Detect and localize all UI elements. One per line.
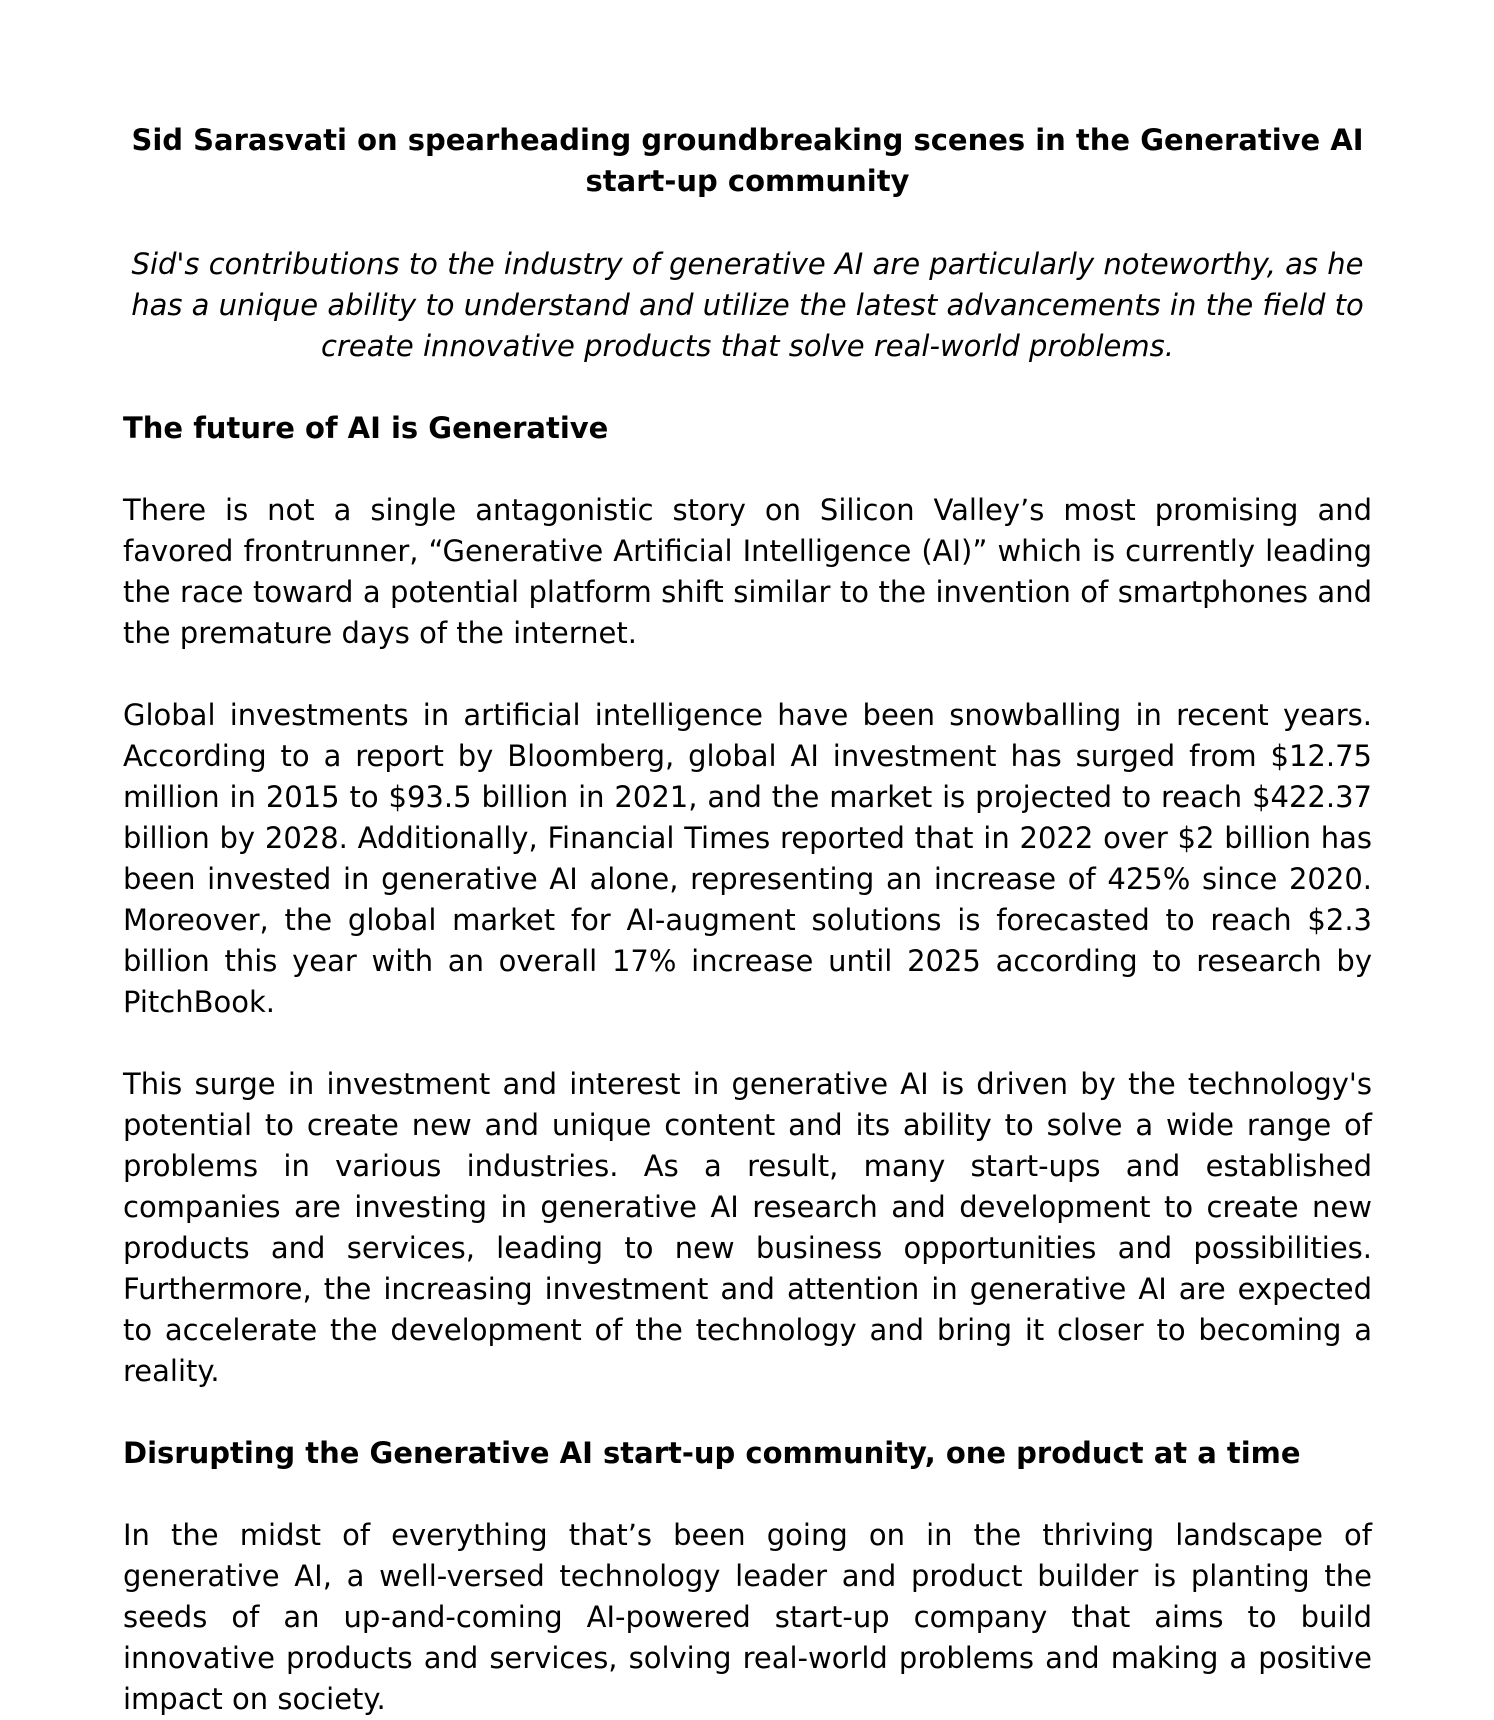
article-subtitle: Sid's contributions to the industry of generative AI are particularly noteworthy, as he has a unique ability to understand and utilize the latest advancements in the field to create innovative products that solve real-world problems. <box>131 247 1364 363</box>
paragraph-antagonistic-story: There is not a single antagonistic story on Silicon Valley’s most promising and favored frontrunner, “Generative Artificial Intelligence (AI)” which is currently leading the race toward a potential platform shift similar to the invention of smartphones and the premature days of the internet. <box>123 493 1372 650</box>
paragraph-surge-in-investment: This surge in investment and interest in generative AI is driven by the technology's potential to create new and unique content and its ability to solve a wide range of problems in various industries. As a result, many start-ups and established companies are investing in generative AI research and development to create new products and services, leading to new business opportunities and possibilities. Furthermore, the increasing investment and attention in generative AI are expected to accelerate the development of the technology and bring it closer to becoming a reality. <box>123 1067 1372 1388</box>
section-heading-disrupting: Disrupting the Generative AI start-up community, one product at a time <box>123 1436 1301 1470</box>
paragraph-midst-of-everything: In the midst of everything that’s been going on in the thriving landscape of generative AI, a well-versed technology leader and product builder is planting the seeds of an up-and-coming AI-powered start-up company that aims to build innovative products and services, solving real-world problems and making a positive impact on society. <box>123 1518 1372 1716</box>
document-page <box>123 120 1372 1720</box>
article-title: Sid Sarasvati on spearheading groundbreaking scenes in the Generative AI start-up community <box>131 123 1364 198</box>
paragraph-global-investments: Global investments in artificial intelligence have been snowballing in recent years. According to a report by Bloomberg, global AI investment has surged from $12.75 million in 2015 to $93.5 billion in 2021, and the market is projected to reach $422.37 billion by 2028. Additionally, Financial Times reported that in 2022 over $2 billion has been invested in generative AI alone, representing an increase of 425% since 2020. Moreover, the global market for AI-augment solutions is forecasted to reach $2.3 billion this year with an overall 17% increase until 2025 according to research by PitchBook. <box>123 698 1372 1019</box>
section-heading-future: The future of AI is Generative <box>123 411 609 445</box>
